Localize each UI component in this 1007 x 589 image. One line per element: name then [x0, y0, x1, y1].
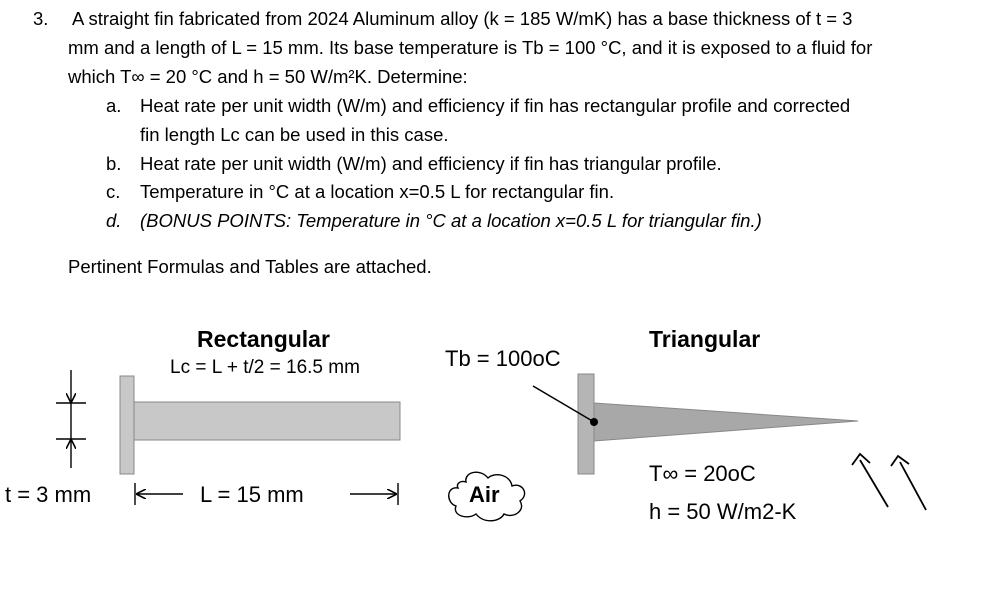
fin-drawing [0, 300, 1007, 589]
rect-lc-label: Lc = L + t/2 = 16.5 mm [170, 357, 360, 378]
item-d-marker: d. [106, 210, 122, 231]
item-a-line-2: fin length Lc can be used in this case. [140, 124, 449, 145]
item-a-marker: a. [106, 95, 122, 116]
intro-line-2: mm and a length of L = 15 mm. Its base temperature is Tb = 100 °C, and it is exposed to a fluid for [68, 37, 873, 58]
air-label: Air [469, 482, 500, 507]
footer-note: Pertinent Formulas and Tables are attached. [68, 256, 432, 277]
flow-arrows-icon [852, 454, 926, 510]
rect-title: Rectangular [197, 326, 330, 352]
thickness-label: t = 3 mm [5, 482, 92, 507]
item-b-marker: b. [106, 153, 122, 174]
rect-base-wall [120, 376, 134, 474]
intro-line-3: which T∞ = 20 °C and h = 50 W/m²K. Determine: [68, 66, 468, 87]
thickness-dimension [56, 370, 86, 468]
intro-line-1: A straight fin fabricated from 2024 Aluminum alloy (k = 185 W/mK) has a base thickness of t = 3 [72, 8, 853, 29]
length-label: L = 15 mm [200, 482, 304, 507]
rectangular-fin [120, 376, 400, 474]
item-b-line-1: Heat rate per unit width (W/m) and efficiency if fin has triangular profile. [140, 153, 722, 174]
item-a-line-1: Heat rate per unit width (W/m) and efficiency if fin has rectangular profile and corrected [140, 95, 851, 116]
tri-title: Triangular [649, 326, 761, 352]
triangular-fin [578, 374, 858, 474]
item-c-line-1: Temperature in °C at a location x=0.5 L for rectangular fin. [140, 181, 615, 202]
item-c-marker: c. [106, 181, 121, 202]
fluid-temp-label: T∞ = 20oC [649, 461, 756, 486]
item-d-line-1: (BONUS POINTS: Temperature in °C at a location x=0.5 L for triangular fin.) [140, 210, 762, 231]
rect-fin-body [134, 402, 400, 440]
h-label: h = 50 W/m2-K [649, 499, 797, 524]
problem-number: 3. [33, 8, 49, 29]
base-temp-label: Tb = 100oC [445, 346, 561, 371]
fin-figure [0, 300, 1007, 589]
tri-fin-body [594, 403, 858, 441]
